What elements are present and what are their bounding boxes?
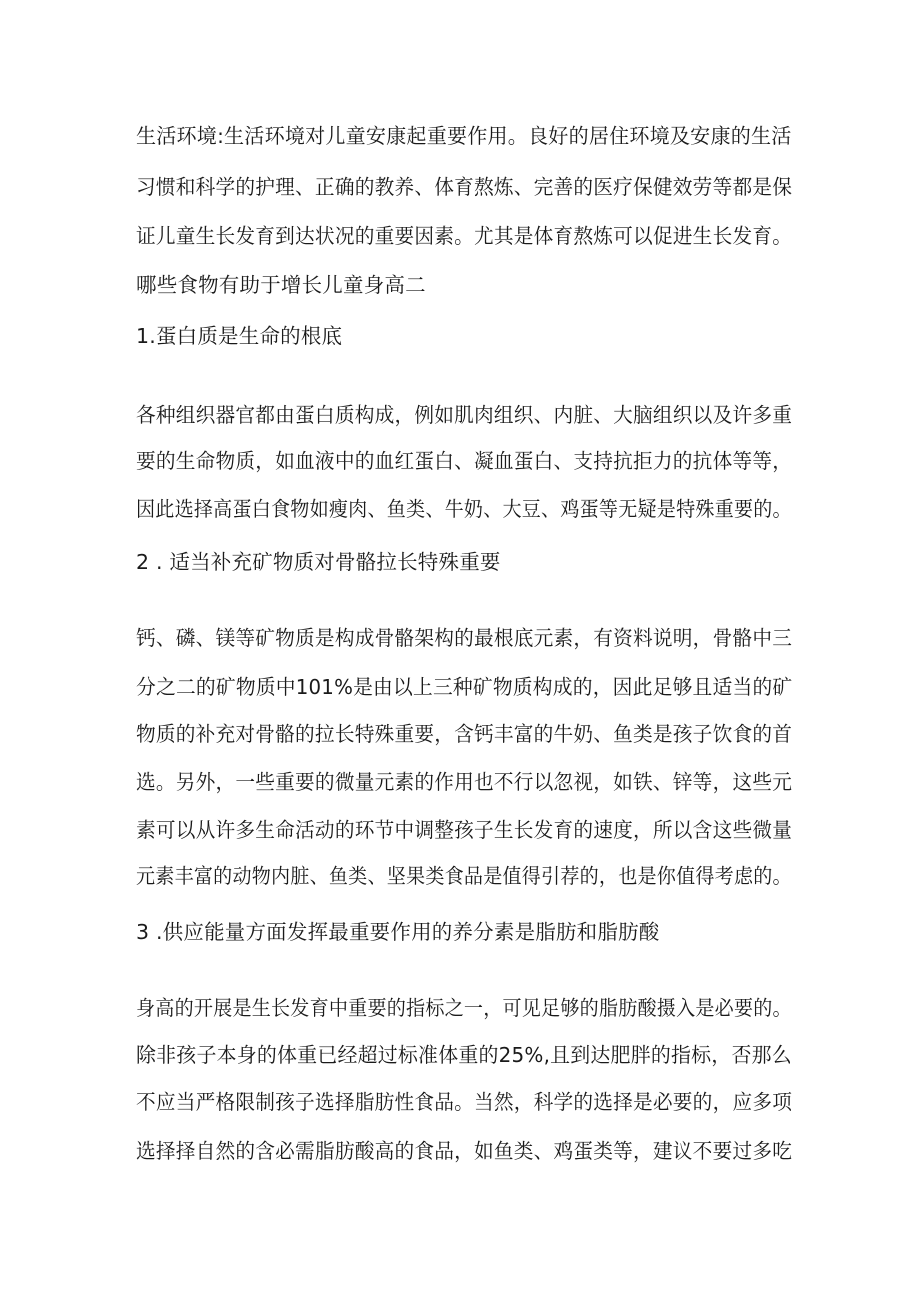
text-line: 元素丰富的动物内脏、鱼类、坚果类食品是值得引荐的，也是你值得考虑的。 [136, 864, 792, 888]
section-heading: 2 . 适当补充矿物质对骨骼拉长特殊重要 [136, 550, 501, 574]
text-line: 不应当严格限制孩子选择脂肪性食品。当然，科学的选择是必要的，应多项 [136, 1090, 793, 1114]
text-line: 因此选择高蛋白食物如瘦肉、鱼类、牛奶、大豆、鸡蛋等无疑是特殊重要的。 [136, 497, 792, 521]
text-line: 钙、磷、镁等矿物质是构成骨骼架构的最根底元素，有资料说明，骨骼中三 [136, 626, 793, 650]
text-line: 选择择自然的含必需脂肪酸高的食品，如鱼类、鸡蛋类等，建议不要过多吃 [136, 1139, 793, 1163]
text-line: 选。另外，一些重要的微量元素的作用也不行以忽视，如铁、锌等，这些元 [136, 770, 793, 794]
text-line: 各种组织器官都由蛋白质构成，例如肌肉组织、内脏、大脑组织以及许多重 [136, 403, 793, 427]
text-line: 生活环境:生活环境对儿童安康起重要作用。良好的居住环境及安康的生活 [136, 124, 792, 148]
text-line: 证儿童生长发育到达状况的重要因素。尤其是体育熬炼可以促进生长发育。 [136, 224, 793, 248]
text-line: 习惯和科学的护理、正确的教养、体育熬炼、完善的医疗保健效劳等都是保 [136, 175, 793, 199]
text-line: 除非孩子本身的体重已经超过标准体重的25%,且到达肥胖的指标，否那么 [136, 1043, 792, 1067]
text-line: 素可以从许多生命活动的环节中调整孩子生长发育的速度，所以含这些微量 [136, 818, 793, 842]
text-line: 要的生命物质，如血液中的血红蛋白、凝血蛋白、支持抗拒力的抗体等等， [136, 449, 793, 473]
section-heading: 3 .供应能量方面发挥最重要作用的养分素是脂肪和脂肪酸 [136, 920, 660, 944]
text-line: 分之二的矿物质中101%是由以上三种矿物质构成的，因此足够且适当的矿 [136, 675, 793, 699]
section-heading: 1.蛋白质是生命的根底 [136, 324, 343, 348]
text-line: 物质的补充对骨骼的拉长特殊重要，含钙丰富的牛奶、鱼类是孩子饮食的首 [136, 722, 793, 746]
text-line: 身高的开展是生长发育中重要的指标之一，可见足够的脂肪酸摄入是必要的。 [136, 996, 792, 1020]
section-heading: 哪些食物有助于增长儿童身高二 [136, 273, 426, 297]
